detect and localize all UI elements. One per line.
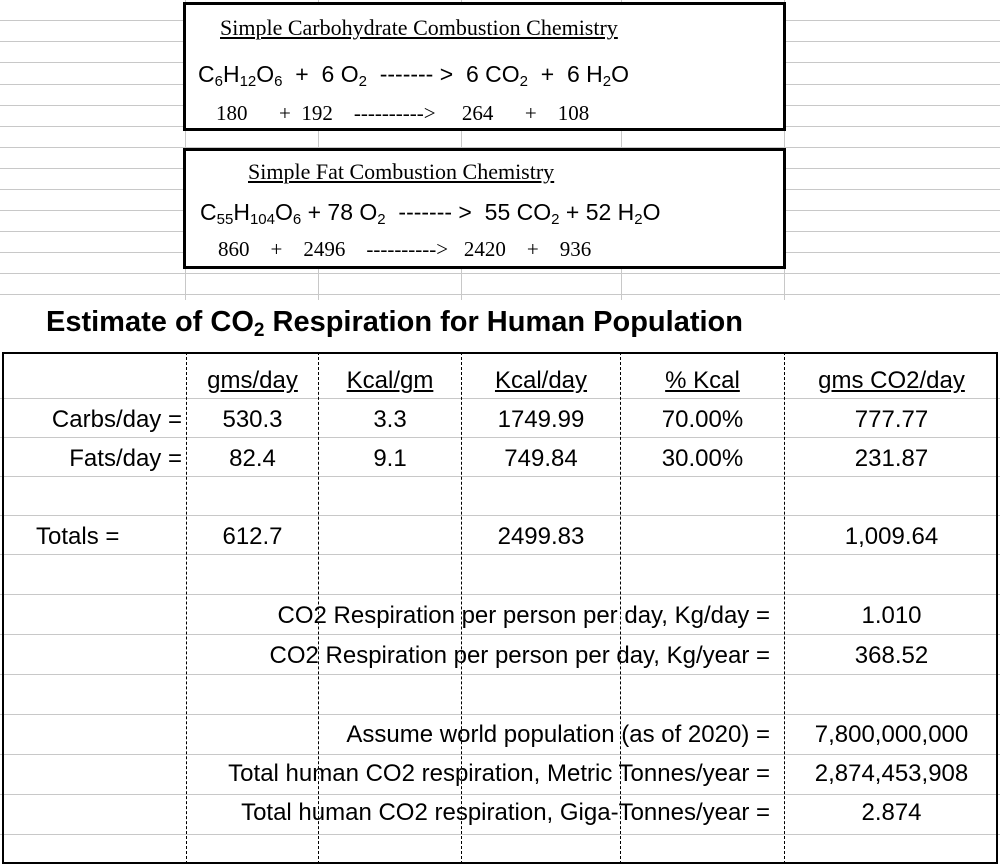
- header-gms-co2-day: gms CO2/day: [818, 367, 965, 394]
- totals-co2: 1,009.64: [844, 523, 939, 550]
- header-kcal-gm: Kcal/gm: [346, 367, 434, 394]
- header-gms-day: gms/day: [207, 367, 298, 394]
- carb-mass-balance: 180 + 192 ----------> 264 + 108: [216, 101, 590, 125]
- carb-formula: $C_6H_{12}O_6 + 6$ $O_2$ ------- > 6 $CO_2 + 6$ $H_2O$: [198, 61, 630, 90]
- carbs-gms: 530.3: [222, 406, 283, 433]
- carbs-co2: 777.77: [854, 406, 929, 433]
- per-day-value: 1.010: [861, 602, 922, 629]
- fats-kcal-gm: 9.1: [373, 445, 407, 472]
- fats-kcal-day: 749.84: [504, 445, 578, 472]
- tonnes-label: Total human CO2 respiration, Metric Tonnes/year =: [228, 760, 770, 787]
- per-year-value: 368.52: [854, 642, 929, 669]
- main-title: Estimate of $CO_2$ Respiration for Human Population: [46, 306, 743, 341]
- fat-combustion-box: [183, 148, 786, 269]
- fat-box-title: Simple Fat Combustion Chemistry: [248, 159, 555, 184]
- population-label: Assume world population (as of 2020) =: [346, 721, 770, 748]
- header-pct-kcal: % Kcal: [665, 367, 740, 394]
- totals-gms: 612.7: [222, 523, 283, 550]
- gigatonnes-value: 2.874: [861, 799, 922, 826]
- row-label-fats: Fats/day =: [69, 445, 182, 472]
- row-label-totals: Totals =: [36, 523, 120, 550]
- carbs-pct: 70.00%: [661, 406, 744, 433]
- fats-gms: 82.4: [229, 445, 276, 472]
- gigatonnes-label: Total human CO2 respiration, Giga-Tonnes/year =: [241, 799, 770, 826]
- per-year-label: CO2 Respiration per person per day, Kg/year =: [269, 642, 770, 669]
- carbs-kcal-day: 1749.99: [497, 406, 585, 433]
- tonnes-value: 2,874,453,908: [814, 760, 969, 787]
- population-value: 7,800,000,000: [814, 721, 969, 748]
- carbs-kcal-gm: 3.3: [373, 406, 407, 433]
- row-label-carbs: Carbs/day =: [51, 406, 182, 433]
- totals-kcal-day: 2499.83: [497, 523, 585, 550]
- fat-mass-balance: 860 + 2496 ----------> 2420 + 936: [218, 237, 592, 261]
- carb-combustion-box: [183, 2, 786, 131]
- header-kcal-day: Kcal/day: [494, 367, 588, 394]
- fats-pct: 30.00%: [661, 445, 744, 472]
- carb-box-title: Simple Carbohydrate Combustion Chemistry: [220, 15, 618, 40]
- fats-co2: 231.87: [854, 445, 929, 472]
- per-day-label: CO2 Respiration per person per day, Kg/day =: [277, 602, 770, 629]
- fat-formula: $C_{55}H_{104}O_6 + 78$ $O_2$ ------- > 55 $CO_2 + 52$ $H_2O$: [200, 199, 661, 228]
